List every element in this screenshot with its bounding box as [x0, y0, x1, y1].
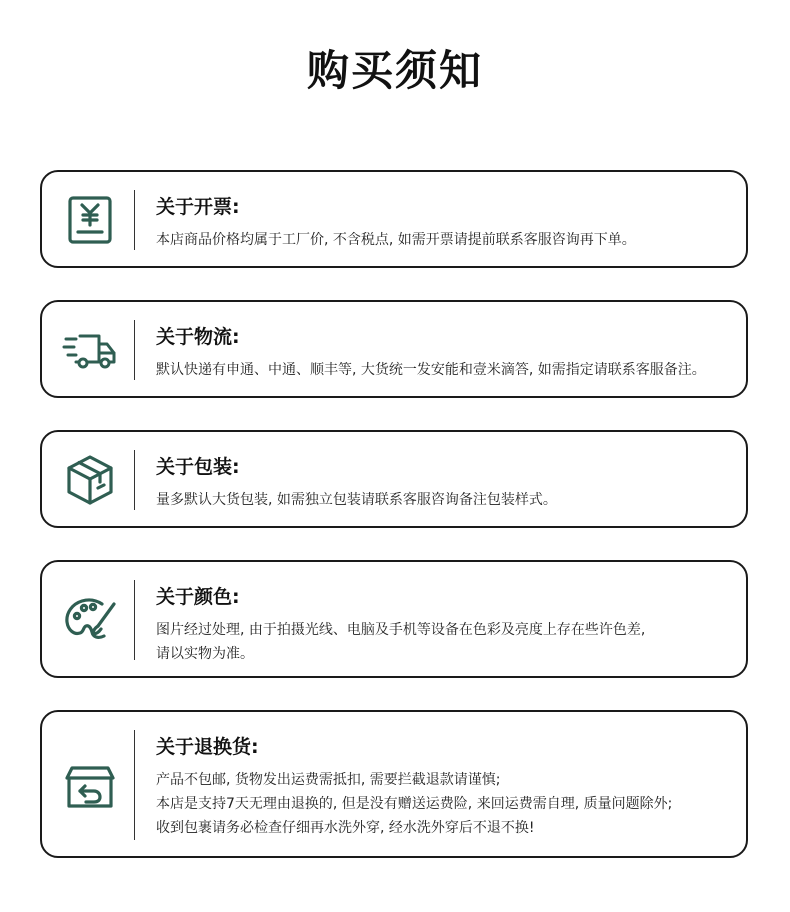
section-returns: [40, 710, 748, 858]
section-packaging: [40, 430, 748, 528]
section-text-line: 量多默认大货包装, 如需独立包装请联系客服咨询备注包装样式。: [156, 492, 557, 508]
divider: [134, 450, 135, 510]
section-text-line: 请以实物为准。: [156, 646, 254, 662]
section-title: 关于颜色:: [156, 586, 240, 608]
return-box-icon: [62, 758, 118, 814]
divider: [134, 580, 135, 660]
section-text-line: 产品不包邮, 货物发出运费需抵扣, 需要拦截退款请谨慎;: [156, 772, 501, 788]
section-title: 关于开票:: [156, 196, 240, 218]
section-title: 关于包装:: [156, 456, 240, 478]
palette-brush-icon: [62, 592, 118, 648]
section-text-line: 收到包裹请务必检查仔细再水洗外穿, 经水洗外穿后不退不换!: [156, 820, 535, 836]
section-title: 关于物流:: [156, 326, 240, 348]
section-logistics: [40, 300, 748, 398]
section-text-line: 图片经过处理, 由于拍摄光线、电脑及手机等设备在色彩及亮度上存在些许色差,: [156, 622, 646, 638]
section-text-line: 本店商品价格均属于工厂价, 不含税点, 如需开票请提前联系客服咨询再下单。: [156, 232, 636, 248]
section-text-line: 默认快递有申通、中通、顺丰等, 大货统一发安能和壹米滴答, 如需指定请联系客服备注。: [156, 362, 706, 378]
section-text-line: 本店是支持7天无理由退换的, 但是没有赠送运费险, 来回运费需自理, 质量问题除外;: [156, 796, 673, 812]
section-color: [40, 560, 748, 678]
delivery-truck-icon: [62, 322, 118, 378]
package-box-icon: [62, 452, 118, 508]
invoice-yuan-icon: [62, 192, 118, 248]
divider: [134, 320, 135, 380]
section-invoice: [40, 170, 748, 268]
page-title: 购买须知: [306, 46, 483, 95]
divider: [134, 730, 135, 840]
divider: [134, 190, 135, 250]
section-title: 关于退换货:: [156, 736, 259, 758]
